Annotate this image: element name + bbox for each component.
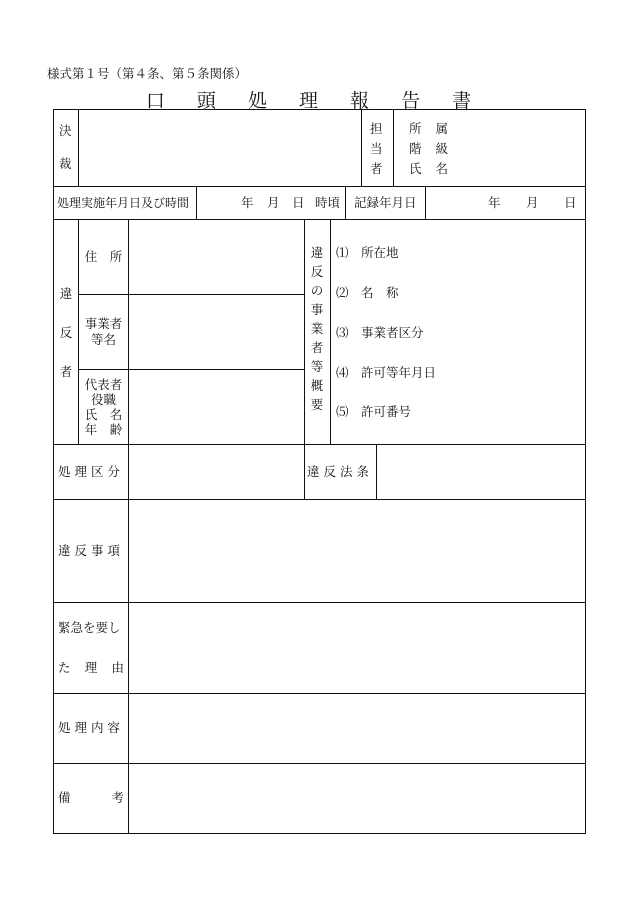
staff-label-char: 担: [370, 121, 383, 136]
approval-label-char: 決: [59, 123, 72, 138]
staff-rank-label: 階 級: [409, 141, 449, 156]
overview-item-name: ⑵ 名 称: [336, 285, 399, 300]
day-unit: 日: [292, 195, 305, 210]
remarks-field[interactable]: [129, 764, 585, 833]
violated-law-field[interactable]: [377, 445, 585, 499]
violation-matter-label: 違 反 事 項: [58, 543, 120, 558]
staff-input-area[interactable]: [460, 110, 585, 186]
remarks-label: 備 考: [58, 790, 124, 805]
month-unit: 月: [526, 195, 539, 210]
staff-affiliation-label: 所 属: [409, 121, 449, 136]
divider: [361, 109, 362, 186]
processing-content-label: 処 理 内 容: [58, 720, 120, 735]
record-date-field[interactable]: [426, 187, 586, 219]
violation-matter-field[interactable]: [129, 500, 585, 602]
address-field[interactable]: [129, 220, 304, 294]
urgency-reason-label-line2: た 理 由: [58, 660, 124, 675]
address-label: 住 所: [84, 249, 123, 265]
divider: [304, 219, 305, 444]
processing-datetime-field[interactable]: [197, 187, 345, 219]
form-title: 口 頭 処 理 報 告 書: [145, 90, 485, 112]
time-unit: 時頃: [315, 195, 341, 210]
business-name-label: 事業者 等名: [84, 316, 123, 347]
year-unit: 年: [488, 195, 501, 210]
divider: [304, 444, 305, 499]
representative-field[interactable]: [129, 370, 304, 444]
processing-category-label: 処 理 区 分: [58, 464, 120, 479]
violator-label: 違 反 者: [59, 286, 73, 379]
overview-item-permit-number: ⑸ 許可番号: [336, 404, 412, 419]
staff-label-char: 当: [370, 141, 383, 156]
year-unit: 年: [241, 195, 254, 210]
business-name-field[interactable]: [129, 295, 304, 369]
overview-item-business-category: ⑶ 事業者区分: [336, 325, 424, 340]
overview-field[interactable]: [450, 220, 585, 444]
urgency-reason-label: 緊急を要し: [58, 620, 121, 635]
approval-label-char: 裁: [59, 156, 72, 171]
violated-law-label: 違 反 法 条: [307, 464, 369, 479]
overview-label: 違 反 の 事 業 者 等 概 要: [310, 245, 324, 412]
divider: [330, 219, 331, 444]
processing-content-field[interactable]: [129, 694, 585, 763]
day-unit: 日: [564, 195, 577, 210]
divider: [393, 109, 394, 186]
processing-datetime-label: 処理実施年月日及び時間: [57, 196, 190, 210]
record-date-label: 記録年月日: [354, 195, 417, 210]
overview-item-permit-date: ⑷ 許可等年月日: [336, 365, 437, 380]
processing-category-field[interactable]: [129, 445, 304, 499]
overview-item-location: ⑴ 所在地: [336, 245, 399, 260]
month-unit: 月: [267, 195, 280, 210]
divider: [345, 186, 346, 219]
representative-label: 代表者 役職 氏 名 年 齢: [84, 376, 123, 438]
staff-label-char: 者: [370, 161, 383, 176]
staff-name-label: 氏 名: [409, 161, 449, 176]
form-number: 様式第１号（第４条、第５条関係）: [47, 66, 248, 81]
approval-stamp-area[interactable]: [79, 110, 361, 186]
urgency-reason-field[interactable]: [129, 603, 585, 693]
